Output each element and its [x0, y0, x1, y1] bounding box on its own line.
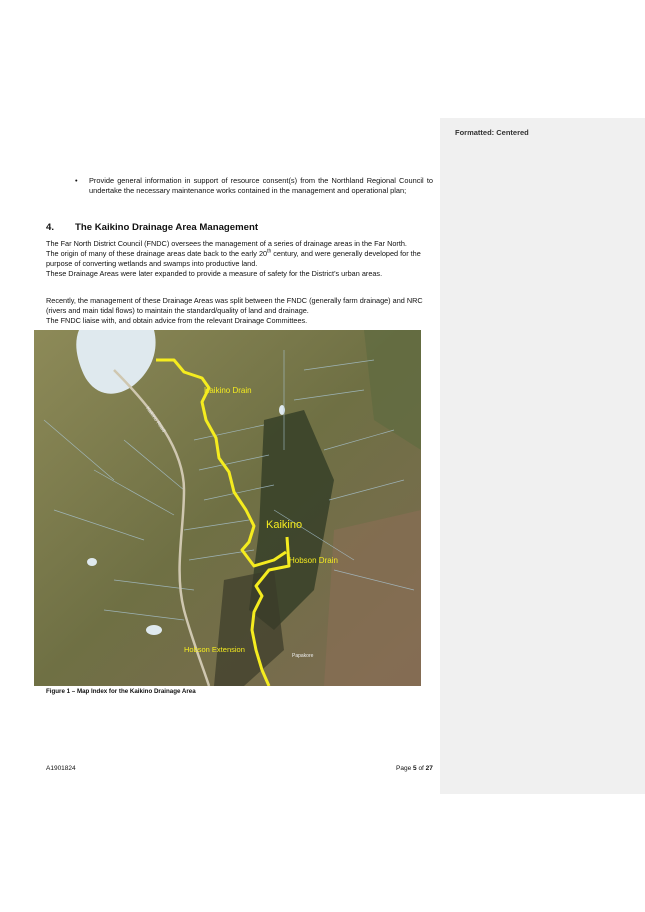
section-title: The Kaikino Drainage Area Management [75, 222, 259, 233]
footer-of-word: of [418, 765, 424, 772]
footer-page-word: Page [396, 765, 412, 772]
bullet-dot: • [75, 176, 78, 185]
p1-line2 [46, 249, 436, 269]
paragraph-2 [46, 296, 436, 326]
comment-formatted-note[interactable]: Formatted: Centered [455, 128, 529, 137]
p1-line2-b: century, and were generally developed for the purpose of converting wetlands and swamps into productive land. [46, 248, 421, 268]
footer-doc-id: A1901824 [46, 765, 76, 772]
p1-line2-a: The origin of many of these drainage areas date back to the early 20 [46, 248, 268, 258]
p1-line2-sup: th [267, 248, 272, 255]
map-road-label: Kaikino Road [144, 405, 167, 434]
footer-page-total: 27 [425, 765, 433, 772]
figure-caption: Figure 1 – Map Index for the Kaikino Drainage Area [46, 688, 196, 695]
map-image [34, 330, 421, 686]
p2-line2: The FNDC liaise with, and obtain advice from the relevant Drainage Committees. [46, 315, 308, 325]
p2-line1: Recently, the management of these Drainage Areas was split between the FNDC (generally farm drainage) and NRC (rivers and main tidal flows) to maintain the standard/quality of land and drainage. [46, 296, 423, 315]
comments-pane [440, 118, 645, 794]
map-pond [146, 625, 162, 635]
section-heading [46, 222, 258, 233]
label-kaikino-drain: Kaikino Drain [204, 386, 252, 395]
label-papakore: Papakore [292, 653, 314, 659]
label-kaikino: Kaikino [266, 519, 303, 531]
paragraph-1 [46, 239, 436, 279]
section-number: 4. [46, 222, 55, 233]
map-hill-area [324, 510, 421, 686]
map-pond-2 [87, 558, 97, 566]
p1-line1: The Far North District Council (FNDC) oversees the management of a series of drainage areas in the Far North. [46, 239, 407, 248]
footer-page-number [396, 765, 433, 772]
footer-page-current: 5 [413, 765, 417, 772]
p1-line3: These Drainage Areas were later expanded to provide a measure of safety for the District’s urban areas. [46, 268, 383, 278]
label-hobson-extension: Hobson Extension [184, 645, 245, 654]
bullet-text: Provide general information in support of resource consent(s) from the Northland Regional Council to undertake the necessary maintenance works contained in the management and operational plan; [89, 176, 433, 195]
label-hobson-drain: Hobson Drain [289, 556, 338, 565]
